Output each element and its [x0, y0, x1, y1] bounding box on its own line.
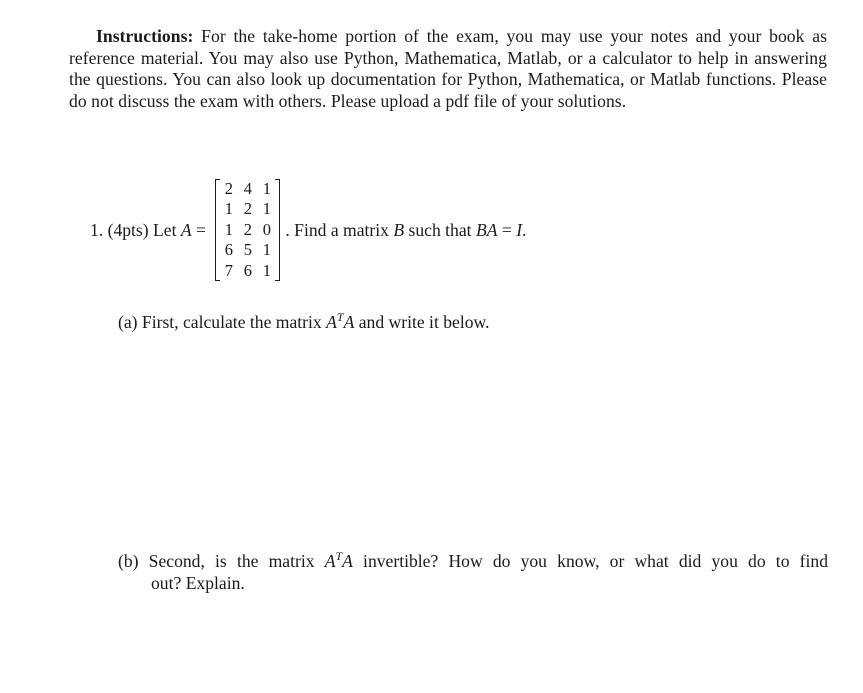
matrix-row: [219, 261, 276, 282]
matrix-entry: 6: [243, 260, 252, 280]
problem-1-suffix-1: . Find a matrix: [285, 219, 394, 240]
matrix-entry: 1: [262, 240, 271, 260]
problem-1-suffix-2: such that: [404, 219, 476, 240]
matrix-entry: 1: [262, 199, 271, 219]
matrix-entry: 2: [243, 199, 252, 219]
part-b-sup: T: [335, 549, 343, 564]
instructions-label: Instructions:: [96, 26, 194, 46]
matrix-row: [219, 220, 276, 241]
expr-ba: BA: [475, 219, 498, 240]
part-a-text-1: First, calculate the matrix: [137, 312, 327, 332]
matrix-row: [219, 240, 276, 261]
instructions-paragraph: [69, 26, 827, 112]
part-a-text-2: and write it below.: [354, 312, 490, 332]
part-b-var: A: [324, 551, 336, 571]
matrix-a-entries: [219, 179, 276, 282]
problem-1-suffix-3: =: [497, 219, 517, 240]
matrix-entry: 1: [262, 260, 271, 280]
part-b-var2: A: [342, 551, 353, 571]
part-a-label: (a): [118, 312, 138, 332]
part-a-var: A: [326, 312, 337, 332]
part-b-line-2: out? Explain.: [151, 573, 245, 593]
part-b: [118, 550, 828, 594]
problem-1-prefix: 1. (4pts) Let: [90, 219, 181, 240]
problem-1: [90, 175, 526, 285]
equals-sign: =: [191, 219, 211, 240]
identity-i: I: [516, 219, 523, 240]
part-a: [118, 311, 490, 333]
matrix-entry: 6: [224, 240, 233, 260]
part-b-text-1: Second, is the matrix: [138, 551, 325, 571]
var-a: A: [180, 219, 192, 240]
part-b-line-1: [118, 550, 828, 572]
part-b-text-2: invertible? How do you know, or what did you do to find: [352, 551, 829, 571]
matrix-entry: 1: [224, 219, 233, 239]
var-b: B: [393, 219, 405, 240]
matrix-entry: 2: [243, 219, 252, 239]
matrix-entry: 7: [224, 260, 233, 280]
matrix-entry: 1: [262, 178, 271, 198]
matrix-entry: 4: [243, 178, 252, 198]
part-a-var2: A: [343, 312, 355, 332]
matrix-row: [219, 179, 276, 200]
part-b-label: (b): [118, 551, 139, 571]
problem-1-period: .: [522, 219, 527, 240]
matrix-entry: 2: [224, 178, 233, 198]
matrix-entry: 1: [224, 199, 233, 219]
instructions-text: For the take-home portion of the exam, you may use your notes and your book as reference material. You may also use Python, Mathematica, Matlab, or a calculator to help in answering the questions. You can also look up documentation for Python, Mathematica, or Matlab functions. Please do not discuss the exam with others. Please upload a pdf file of your solutions.: [69, 26, 827, 111]
matrix-a: [215, 179, 280, 282]
matrix-entry: 0: [262, 219, 271, 239]
matrix-row: [219, 199, 276, 220]
part-a-sup: T: [336, 310, 344, 325]
matrix-entry: 5: [243, 240, 252, 260]
